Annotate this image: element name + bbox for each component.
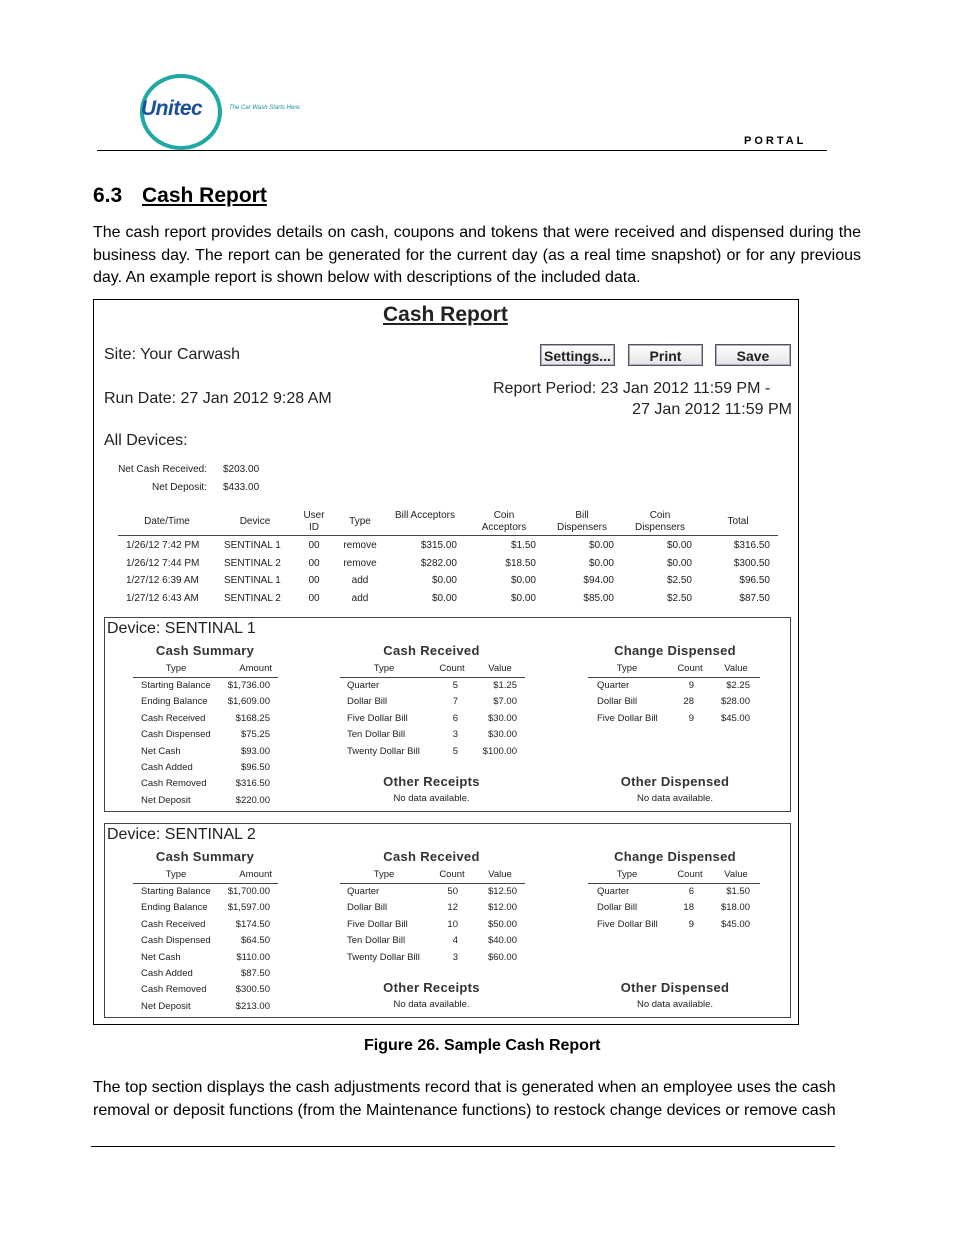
change-type: Quarter [597, 680, 630, 691]
received-header-rule [340, 677, 525, 678]
summary-amount: $87.50 [240, 968, 270, 979]
cell-coin-dispensers: $0.00 [666, 540, 692, 551]
cell-type: add [351, 575, 369, 586]
site-label: Site: Your Carwash [104, 346, 241, 363]
received-value: $100.00 [482, 745, 517, 757]
change-header-type: Type [616, 869, 638, 880]
received-value: $30.00 [487, 729, 517, 741]
summary-header-rule [133, 883, 278, 884]
summary-type: Cash Received [141, 712, 206, 724]
summary-amount: $1,700.00 [227, 886, 270, 897]
cell-coin-acceptors: $1.50 [510, 540, 536, 551]
change-value: $18.00 [720, 902, 750, 914]
cell-user-id: 00 [308, 575, 320, 586]
received-count: 5 [452, 680, 458, 691]
cell-user-id: 00 [308, 557, 320, 569]
cell-total: $87.50 [739, 592, 770, 604]
change-header-value: Value [724, 663, 748, 674]
cell-coin-acceptors: $0.00 [510, 575, 536, 586]
cell-coin-acceptors: $0.00 [510, 592, 536, 604]
summary-amount: $1,597.00 [227, 902, 270, 914]
change-value: $45.00 [720, 918, 750, 930]
received-header-count: Count [439, 869, 465, 880]
intro-paragraph: The cash report provides details on cash, coupons and tokens that were received and dispensed during the business day. The report can be generated for the current day (as a real time snapshot) or for any previous day. An example report is shown below with descriptions of the included data. [93, 224, 861, 286]
received-type: Dollar Bill [347, 696, 388, 708]
change-type: Five Dollar Bill [597, 712, 658, 724]
col-header-bill-acceptors: Bill Acceptors [394, 510, 456, 521]
unitec-logo-text: Unitec [141, 97, 203, 120]
header-rule [97, 150, 827, 151]
report-period-start: Report Period: 23 Jan 2012 11:59 PM - [493, 380, 771, 397]
other-receipts-title: Other Receipts [383, 774, 480, 789]
col-header-bill-dispensers: Bill Dispensers [556, 510, 608, 533]
summary-header-amount: Amount [239, 663, 272, 674]
cell-total: $316.50 [733, 540, 770, 551]
cell-datetime: 1/26/12 7:44 PM [126, 557, 200, 569]
cell-bill-acceptors: $282.00 [420, 557, 457, 569]
cell-datetime: 1/27/12 6:39 AM [126, 575, 199, 586]
received-value: $30.00 [487, 712, 517, 724]
summary-header-type: Type [165, 869, 187, 880]
change-header-rule [588, 677, 760, 678]
cell-bill-dispensers: $0.00 [588, 540, 614, 551]
change-count: 9 [688, 712, 694, 724]
summary-type: Cash Added [141, 968, 193, 979]
change-count: 6 [688, 886, 694, 897]
save-button[interactable]: Save [715, 344, 791, 366]
received-count: 50 [447, 886, 458, 897]
run-date-label: Run Date: 27 Jan 2012 9:28 AM [104, 390, 332, 407]
net-deposit-value: $433.00 [223, 482, 260, 493]
received-type: Twenty Dollar Bill [347, 745, 420, 757]
summary-type: Cash Dispensed [141, 935, 211, 947]
received-type: Dollar Bill [347, 902, 388, 914]
received-count: 3 [452, 729, 458, 741]
other-dispensed-title: Other Dispensed [620, 774, 730, 789]
cell-device: SENTINAL 2 [224, 557, 281, 569]
cell-datetime: 1/26/12 7:42 PM [126, 540, 200, 551]
received-value: $7.00 [493, 696, 517, 708]
summary-type: Ending Balance [141, 696, 208, 708]
other-receipts-empty: No data available. [393, 999, 470, 1010]
footer-rule [91, 1146, 835, 1147]
cell-bill-acceptors: $0.00 [431, 592, 457, 604]
report-title: Cash Report [383, 303, 508, 326]
summary-amount: $220.00 [235, 794, 270, 806]
cell-coin-dispensers: $0.00 [666, 557, 692, 569]
summary-type: Cash Removed [141, 778, 207, 790]
cash-summary-title: Cash Summary [155, 849, 255, 864]
summary-amount: $96.50 [240, 762, 270, 773]
summary-amount: $1,609.00 [227, 696, 270, 708]
received-header-type: Type [373, 869, 395, 880]
cash-received-title: Cash Received [383, 643, 480, 658]
cell-total: $96.50 [739, 575, 770, 586]
received-count: 5 [452, 745, 458, 757]
summary-header-rule [133, 677, 278, 678]
summary-type: Net Deposit [141, 1000, 191, 1012]
summary-amount: $64.50 [240, 935, 270, 947]
change-header-rule [588, 883, 760, 884]
change-count: 9 [688, 918, 694, 930]
summary-amount: $213.00 [235, 1000, 270, 1012]
print-button[interactable]: Print [628, 344, 703, 366]
col-header-datetime: Date/Time [144, 516, 190, 527]
received-value: $50.00 [487, 918, 517, 930]
received-type: Five Dollar Bill [347, 712, 408, 724]
other-receipts-title: Other Receipts [383, 980, 480, 995]
received-value: $1.25 [493, 680, 517, 691]
summary-header-type: Type [165, 663, 187, 674]
summary-type: Cash Dispensed [141, 729, 211, 741]
summary-type: Cash Removed [141, 984, 207, 996]
change-count: 18 [683, 902, 694, 914]
received-value: $12.00 [487, 902, 517, 914]
device-title: Device: SENTINAL 2 [107, 826, 256, 843]
change-header-value: Value [724, 869, 748, 880]
cell-datetime: 1/27/12 6:43 AM [126, 592, 199, 604]
cell-total: $300.50 [733, 557, 770, 569]
summary-amount: $168.25 [235, 712, 270, 724]
report-period-end: 27 Jan 2012 11:59 PM [632, 401, 792, 418]
change-type: Dollar Bill [597, 902, 638, 914]
received-header-type: Type [373, 663, 395, 674]
cell-bill-dispensers: $94.00 [583, 575, 614, 586]
cell-bill-acceptors: $315.00 [420, 540, 457, 551]
summary-amount: $75.25 [240, 729, 270, 741]
summary-amount: $93.00 [240, 745, 270, 757]
net-cash-received-label: Net Cash Received: [118, 464, 207, 475]
received-type: Quarter [347, 886, 380, 897]
summary-type: Net Cash [141, 745, 181, 757]
summary-type: Starting Balance [141, 680, 211, 691]
cell-type: remove [343, 540, 377, 551]
received-value: $40.00 [487, 935, 517, 947]
cell-type: add [351, 592, 369, 604]
change-dispensed-title: Change Dispensed [614, 643, 736, 658]
received-value: $12.50 [487, 886, 517, 897]
cell-type: remove [343, 557, 377, 569]
received-header-rule [340, 883, 525, 884]
col-header-type: Type [349, 516, 371, 527]
summary-amount: $316.50 [235, 778, 270, 790]
cell-user-id: 00 [308, 592, 320, 604]
summary-type: Cash Added [141, 762, 193, 773]
change-header-count: Count [677, 869, 703, 880]
change-header-count: Count [677, 663, 703, 674]
other-dispensed-title: Other Dispensed [620, 980, 730, 995]
settings-button[interactable]: Settings... [540, 344, 615, 366]
logo-tagline: The Car Wash Starts Here. [229, 105, 302, 111]
received-count: 10 [447, 918, 458, 930]
figure-caption: Figure 26. Sample Cash Report [364, 1037, 601, 1054]
col-header-coin-dispensers: Coin Dispensers [634, 510, 686, 533]
cell-device: SENTINAL 1 [224, 575, 281, 586]
change-type: Quarter [597, 886, 630, 897]
change-value: $1.50 [726, 886, 750, 897]
received-type: Ten Dollar Bill [347, 729, 406, 741]
other-receipts-empty: No data available. [393, 793, 470, 804]
change-dispensed-title: Change Dispensed [614, 849, 736, 864]
received-count: 3 [452, 951, 458, 963]
change-value: $2.25 [726, 680, 750, 691]
running-header-portal: PORTAL [744, 135, 807, 147]
table-header-rule [118, 535, 778, 536]
received-header-count: Count [439, 663, 465, 674]
change-count: 28 [683, 696, 694, 708]
cell-coin-dispensers: $2.50 [666, 592, 692, 604]
received-header-value: Value [488, 663, 512, 674]
received-type: Twenty Dollar Bill [347, 951, 420, 963]
change-count: 9 [688, 680, 694, 691]
summary-type: Net Cash [141, 951, 181, 963]
summary-type: Ending Balance [141, 902, 208, 914]
device-title: Device: SENTINAL 1 [107, 620, 256, 637]
change-type: Dollar Bill [597, 696, 638, 708]
col-header-total: Total [727, 516, 749, 527]
received-type: Quarter [347, 680, 380, 691]
summary-type: Starting Balance [141, 886, 211, 897]
cell-bill-acceptors: $0.00 [431, 575, 457, 586]
cell-coin-acceptors: $18.50 [505, 557, 536, 569]
section-title: Cash Report [142, 184, 267, 207]
summary-amount: $110.00 [236, 951, 270, 963]
outro-paragraph: The top section displays the cash adjustments record that is generated when an employee uses the cash removal or deposit functions (from the Maintenance functions) to restock change devices or remove cash [93, 1079, 836, 1119]
col-header-device: Device [239, 516, 271, 527]
net-cash-received-value: $203.00 [223, 464, 260, 475]
summary-amount: $174.50 [235, 918, 270, 930]
col-header-user-id: User ID [303, 510, 325, 533]
cash-summary-title: Cash Summary [155, 643, 255, 658]
change-header-type: Type [616, 663, 638, 674]
other-dispensed-empty: No data available. [636, 999, 714, 1010]
all-devices-heading: All Devices: [104, 432, 188, 449]
cell-device: SENTINAL 1 [224, 540, 281, 551]
cash-received-title: Cash Received [383, 849, 480, 864]
summary-header-amount: Amount [239, 869, 272, 880]
received-header-value: Value [488, 869, 512, 880]
summary-type: Cash Received [141, 918, 206, 930]
change-value: $28.00 [720, 696, 750, 708]
received-count: 6 [452, 712, 458, 724]
received-count: 4 [452, 935, 458, 947]
cell-coin-dispensers: $2.50 [666, 575, 692, 586]
section-number: 6.3 [93, 184, 123, 207]
cell-user-id: 00 [308, 540, 320, 551]
cell-bill-dispensers: $85.00 [583, 592, 614, 604]
received-count: 12 [447, 902, 458, 914]
change-type: Five Dollar Bill [597, 918, 658, 930]
cell-bill-dispensers: $0.00 [588, 557, 614, 569]
summary-amount: $1,736.00 [227, 680, 270, 691]
summary-type: Net Deposit [141, 794, 191, 806]
received-type: Ten Dollar Bill [347, 935, 406, 947]
summary-amount: $300.50 [235, 984, 270, 996]
cell-device: SENTINAL 2 [224, 592, 281, 604]
received-type: Five Dollar Bill [347, 918, 408, 930]
net-deposit-label: Net Deposit: [151, 482, 207, 493]
received-value: $60.00 [487, 951, 517, 963]
col-header-coin-acceptors: Coin Acceptors [481, 510, 527, 533]
other-dispensed-empty: No data available. [636, 793, 714, 804]
received-count: 7 [452, 696, 458, 708]
change-value: $45.00 [720, 712, 750, 724]
